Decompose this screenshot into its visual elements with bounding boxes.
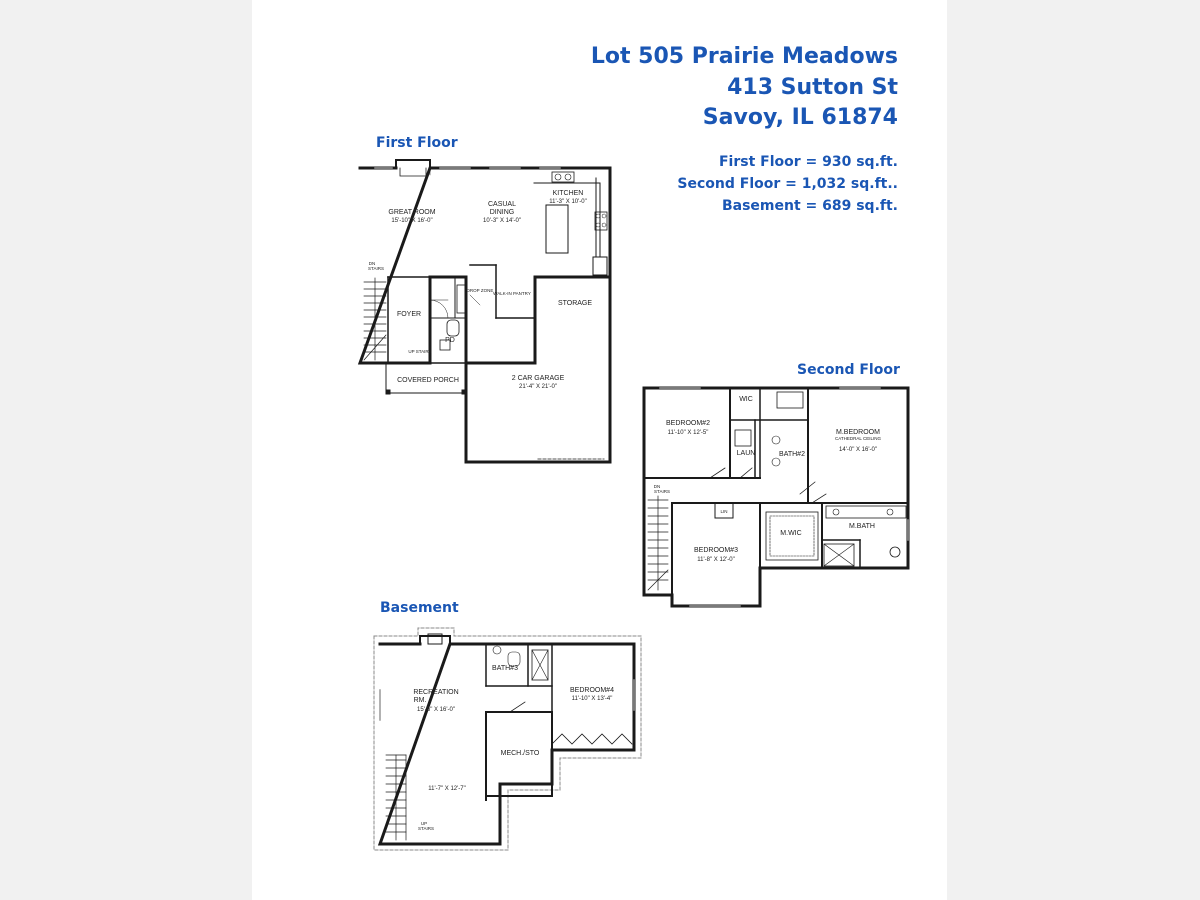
master-bedroom-label: M.BEDROOM xyxy=(836,429,880,436)
listing-city-state: Savoy, IL 61874 xyxy=(702,105,898,130)
second-wic-label: WIC xyxy=(739,396,753,403)
casual-label: CASUAL xyxy=(487,201,517,208)
first-floor-area: First Floor = 930 sq.ft. xyxy=(718,154,898,170)
bedroom2-dimensions: 11'-10" X 12'-5" xyxy=(667,430,709,436)
basement-plan xyxy=(374,628,641,850)
bedroom4-dimensions: 11'-10" X 13'-4" xyxy=(571,696,613,702)
basement-up-stairs-label: STAIRS xyxy=(418,826,434,831)
second-dn-stairs-label: STAIRS xyxy=(654,489,670,494)
covered-porch-label: COVERED PORCH xyxy=(397,377,459,384)
listing-street-address: 413 Sutton St xyxy=(727,75,898,100)
master-ceiling-label: CATHEDRAL CEILING xyxy=(834,436,882,441)
mech-storage-label: MECH./STO xyxy=(500,750,540,757)
garage-dimensions: 21'-4" X 21'-0" xyxy=(519,384,557,390)
garage-label: 2 CAR GARAGE xyxy=(511,375,565,382)
basement-area: Basement = 689 sq.ft. xyxy=(721,198,898,214)
great-room-label: GREAT ROOM xyxy=(388,209,436,216)
first-floor-title: First Floor xyxy=(376,135,458,151)
bath2-label: BATH#2 xyxy=(779,451,805,458)
second-floor-title: Second Floor xyxy=(797,362,900,378)
recreation-label: RECREATION xyxy=(413,689,459,696)
first-dn-stairs-label: STAIRS xyxy=(368,266,384,271)
first-dn-label: DN xyxy=(368,261,376,266)
lower-room-dimensions: 11'-7" X 12'-7" xyxy=(428,786,466,792)
laundry-label: LAUN xyxy=(736,450,756,457)
second-floor-area: Second Floor = 1,032 sq.ft.. xyxy=(677,176,898,192)
master-wic-label: M.WIC xyxy=(780,530,802,537)
first-up-stairs-label: UP STAIRS xyxy=(408,349,432,354)
walk-in-pantry-label: WALK-IN PANTRY xyxy=(493,291,531,296)
first-floor-labels xyxy=(368,190,592,390)
bedroom4-label: BEDROOM#4 xyxy=(570,687,614,694)
bedroom2-label: BEDROOM#2 xyxy=(666,420,710,427)
kitchen-dimensions: 11'-3" X 10'-0" xyxy=(549,199,587,205)
basement-labels xyxy=(413,665,614,831)
drop-zone-label: DROP ZONE xyxy=(466,288,494,293)
linen-label: LIN xyxy=(720,509,728,514)
master-bedroom-dimensions: 14'-0" X 16'-0" xyxy=(839,447,877,453)
dining-dimensions: 10'-3" X 14'-0" xyxy=(483,218,521,224)
basement-title: Basement xyxy=(380,600,459,616)
bedroom3-dimensions: 11'-8" X 12'-0" xyxy=(697,557,735,563)
foyer-label: FOYER xyxy=(396,311,422,318)
bedroom3-label: BEDROOM#3 xyxy=(694,547,738,554)
master-bath-label: M.BATH xyxy=(849,523,875,530)
powder-room-label: PD xyxy=(445,337,455,344)
basement-up-label: UP xyxy=(420,821,428,826)
second-dn-label: DN xyxy=(653,484,661,489)
second-floor-labels xyxy=(654,396,882,563)
recreation-rm-label: RM. xyxy=(413,697,427,704)
storage-label: STORAGE xyxy=(557,300,593,307)
dining-label: DINING xyxy=(489,209,515,216)
great-room-dimensions: 15'-10" X 16'-0" xyxy=(391,218,433,224)
kitchen-label: KITCHEN xyxy=(552,190,584,197)
recreation-dimensions: 15'-6" X 16'-0" xyxy=(417,707,455,713)
listing-lot-name: Lot 505 Prairie Meadows xyxy=(590,44,898,69)
bath3-label: BATH#3 xyxy=(492,665,518,672)
